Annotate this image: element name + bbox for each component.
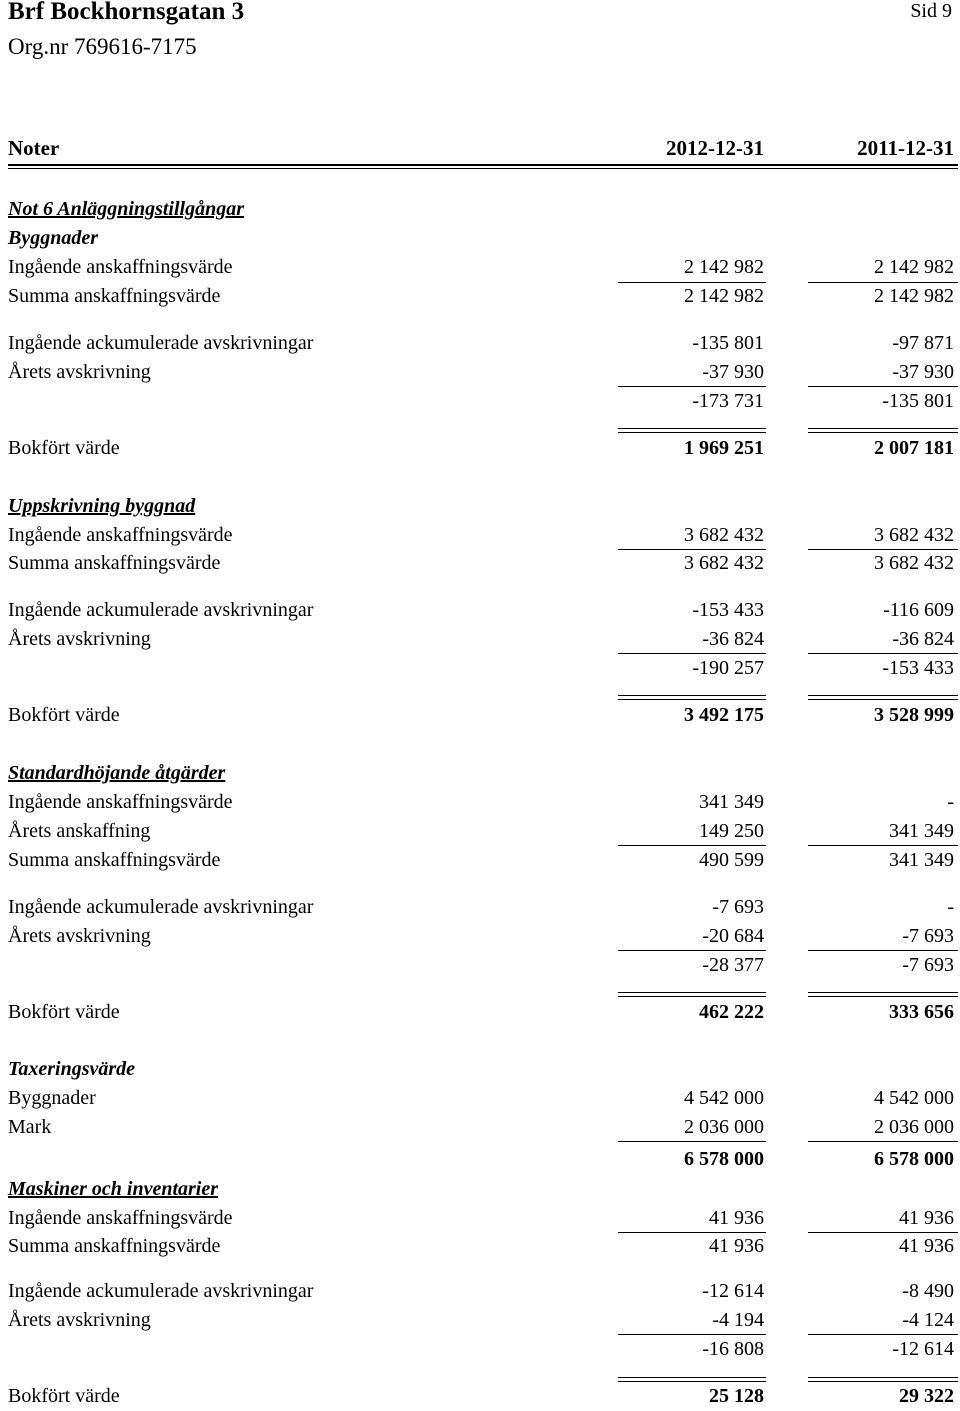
table-row	[0, 596, 960, 625]
table-row	[0, 846, 960, 875]
table-row	[0, 329, 960, 358]
row-label: Taxeringsvärde	[8, 1058, 136, 1080]
row-label: Not 6 Anläggningstillgångar	[8, 198, 244, 220]
value-2011: 29 322	[899, 1385, 954, 1407]
section-title	[0, 759, 960, 788]
double-underline	[808, 428, 958, 433]
value-2012: 2 036 000	[684, 1116, 764, 1138]
sum-underline	[808, 1141, 958, 1142]
value-2011: 333 656	[889, 1001, 954, 1023]
value-2011: -116 609	[883, 599, 954, 621]
note-title	[0, 195, 960, 224]
table-row	[0, 521, 960, 550]
table-row	[0, 893, 960, 922]
double-underline	[618, 695, 766, 700]
row-label: Bokfört värde	[8, 1385, 120, 1407]
value-2011: 341 349	[889, 820, 954, 842]
row-label: Summa anskaffningsvärde	[8, 1235, 221, 1257]
row-label: Ingående ackumulerade avskrivningar	[8, 599, 314, 621]
row-label: Ingående ackumulerade avskrivningar	[8, 896, 314, 918]
value-2011: 3 528 999	[874, 704, 954, 726]
value-2011: -12 614	[892, 1338, 954, 1360]
value-2011: -4 124	[902, 1309, 954, 1331]
table-row	[0, 788, 960, 817]
value-2011: 2 007 181	[874, 437, 954, 459]
column-header-2012: 2012-12-31	[666, 136, 764, 160]
value-2012: 149 250	[699, 820, 764, 842]
table-row	[0, 1306, 960, 1335]
value-2012: 41 936	[709, 1235, 764, 1257]
value-2012: -16 808	[702, 1338, 764, 1360]
book-value-row	[0, 998, 960, 1027]
company-name: Brf Bockhornsgatan 3	[8, 0, 245, 25]
value-2011: -37 930	[892, 361, 954, 383]
value-2012: 3 492 175	[684, 704, 764, 726]
value-2012: 41 936	[709, 1207, 764, 1229]
row-label: Byggnader	[8, 1087, 96, 1109]
value-2012: 3 682 432	[684, 524, 764, 546]
row-label: Ingående ackumulerade avskrivningar	[8, 332, 314, 354]
value-2011: -97 871	[892, 332, 954, 354]
value-2011: 3 682 432	[874, 524, 954, 546]
table-row	[0, 282, 960, 311]
value-2011: 2 036 000	[874, 1116, 954, 1138]
org-number: Org.nr 769616-7175	[8, 34, 197, 59]
value-2011: 2 142 982	[874, 256, 954, 278]
row-label: Byggnader	[8, 227, 98, 249]
value-2012: -28 377	[702, 954, 764, 976]
value-2012: 462 222	[699, 1001, 764, 1023]
row-label: Årets anskaffning	[8, 820, 151, 842]
value-2011: 3 682 432	[874, 552, 954, 574]
page-number: Sid 9	[910, 0, 952, 22]
header-rule	[8, 164, 958, 169]
value-2012: 341 349	[699, 791, 764, 813]
value-2012: -135 801	[692, 332, 764, 354]
value-2012: 1 969 251	[684, 437, 764, 459]
value-2011: -7 693	[902, 925, 954, 947]
value-2012: -190 257	[692, 657, 764, 679]
row-label: Summa anskaffningsvärde	[8, 285, 221, 307]
value-2011: 6 578 000	[874, 1148, 954, 1170]
value-2011: 341 349	[889, 849, 954, 871]
value-2011: 2 142 982	[874, 285, 954, 307]
row-label: Ingående ackumulerade avskrivningar	[8, 1280, 314, 1302]
row-label: Ingående anskaffningsvärde	[8, 256, 233, 278]
row-label: Summa anskaffningsvärde	[8, 849, 221, 871]
value-2011: 41 936	[899, 1235, 954, 1257]
value-2011: -	[947, 896, 954, 918]
book-value-row	[0, 701, 960, 730]
table-row	[0, 1204, 960, 1233]
row-label: Årets avskrivning	[8, 1309, 151, 1331]
table-row	[0, 625, 960, 654]
table-row	[0, 817, 960, 846]
value-2012: 2 142 982	[684, 285, 764, 307]
double-underline	[618, 428, 766, 433]
total-row	[0, 1145, 960, 1174]
table-row	[0, 1113, 960, 1142]
value-2011: -135 801	[882, 390, 954, 412]
row-label: Standardhöjande åtgärder	[8, 762, 226, 784]
value-2012: -36 824	[702, 628, 764, 650]
section-title	[0, 492, 960, 521]
value-2012: 6 578 000	[684, 1148, 764, 1170]
value-2012: -12 614	[702, 1280, 764, 1302]
double-underline	[618, 992, 766, 997]
book-value-row	[0, 1382, 960, 1411]
value-2012: 3 682 432	[684, 552, 764, 574]
value-2012: 25 128	[709, 1385, 764, 1407]
value-2012: -4 194	[712, 1309, 764, 1331]
column-header-2011: 2011-12-31	[857, 136, 954, 160]
value-2012: 2 142 982	[684, 256, 764, 278]
table-row	[0, 1084, 960, 1113]
value-2011: -8 490	[902, 1280, 954, 1302]
subtotal-row	[0, 654, 960, 683]
row-label: Mark	[8, 1116, 52, 1138]
subtotal-row	[0, 1335, 960, 1364]
row-label: Bokfört värde	[8, 704, 120, 726]
value-2012: 490 599	[699, 849, 764, 871]
table-row	[0, 549, 960, 578]
notes-heading: Noter	[8, 136, 60, 160]
row-label: Uppskrivning byggnad	[8, 495, 196, 517]
value-2011: -	[947, 791, 954, 813]
subtotal-row	[0, 387, 960, 416]
value-2011: 41 936	[899, 1207, 954, 1229]
value-2012: 4 542 000	[684, 1087, 764, 1109]
row-label: Ingående anskaffningsvärde	[8, 1207, 233, 1229]
row-label: Årets avskrivning	[8, 925, 151, 947]
value-2011: -36 824	[892, 628, 954, 650]
row-label: Bokfört värde	[8, 1001, 120, 1023]
row-label: Årets avskrivning	[8, 628, 151, 650]
table-row	[0, 253, 960, 282]
value-2011: -7 693	[902, 954, 954, 976]
value-2012: -173 731	[692, 390, 764, 412]
value-2012: -20 684	[702, 925, 764, 947]
section-title	[0, 1175, 960, 1204]
row-label: Bokfört värde	[8, 437, 120, 459]
value-2011: 4 542 000	[874, 1087, 954, 1109]
value-2012: -37 930	[702, 361, 764, 383]
value-2012: -153 433	[692, 599, 764, 621]
double-underline	[808, 695, 958, 700]
table-row	[0, 1277, 960, 1306]
table-row	[0, 1232, 960, 1261]
row-label: Ingående anskaffningsvärde	[8, 524, 233, 546]
row-label: Summa anskaffningsvärde	[8, 552, 221, 574]
section-title	[0, 1055, 960, 1084]
sum-underline	[618, 1141, 766, 1142]
value-2011: -153 433	[882, 657, 954, 679]
row-label: Ingående anskaffningsvärde	[8, 791, 233, 813]
row-label: Årets avskrivning	[8, 361, 151, 383]
table-row	[0, 922, 960, 951]
row-label: Maskiner och inventarier	[8, 1178, 219, 1200]
subtotal-row	[0, 951, 960, 980]
double-underline	[808, 992, 958, 997]
book-value-row	[0, 434, 960, 463]
section-title	[0, 224, 960, 253]
value-2012: -7 693	[712, 896, 764, 918]
table-row	[0, 358, 960, 387]
